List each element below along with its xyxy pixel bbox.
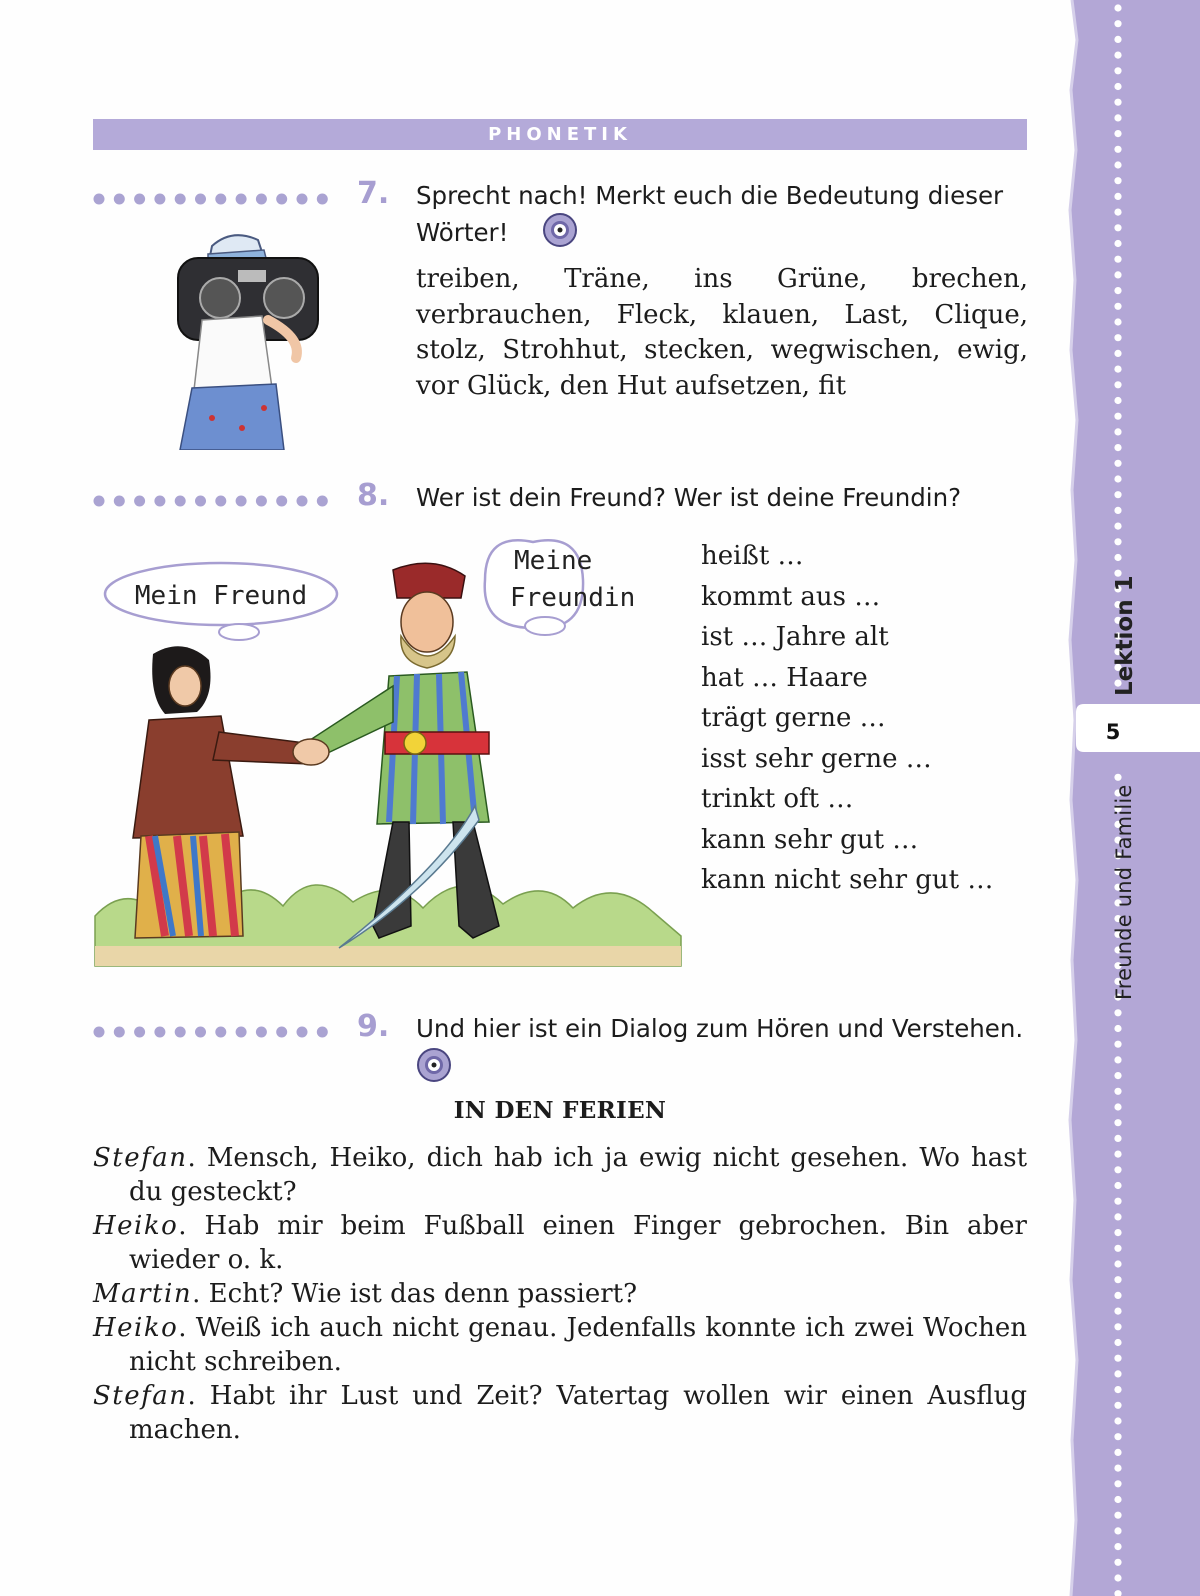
- phrase-item: heißt …: [701, 541, 804, 571]
- exercise-7-number: 7.: [357, 176, 390, 211]
- audio-cd-icon[interactable]: [416, 1047, 452, 1091]
- exercise-8-instruction: Wer ist dein Freund? Wer ist deine Freundin?: [416, 483, 962, 512]
- bubble-right-text-line1: Meine: [514, 546, 593, 576]
- dialog-line: Stefan. Mensch, Heiko, dich hab ich ja ewig nicht gesehen. Wo hast du gesteckt?: [93, 1143, 1028, 1207]
- dialog-text: Habt ihr Lust und Zeit? Vatertag wollen wir einen Ausflug machen.: [129, 1381, 1027, 1445]
- exercise-dots: [93, 192, 333, 206]
- dialog: [93, 1141, 1027, 1447]
- chapter-title: Freunde und Familie: [1112, 784, 1136, 1000]
- phrase-item: isst sehr gerne …: [701, 743, 932, 774]
- phrase-item: kann nicht sehr gut …: [701, 865, 994, 895]
- dialog-line: Martin. Echt? Wie ist das denn passiert?: [93, 1279, 638, 1309]
- phrase-item: trägt gerne …: [701, 703, 886, 733]
- dialog-text: Echt? Wie ist das denn passiert?: [208, 1279, 638, 1309]
- exercise-8-number: 8.: [357, 478, 390, 513]
- exercise-7-instruction-line1: Sprecht nach! Merkt euch die Bedeutung dieser: [416, 181, 1004, 210]
- bubble-left-text: Mein Freund: [134, 581, 308, 611]
- exercise-dots: [93, 494, 333, 508]
- exercise-7-instruction-line2-wrap: [416, 212, 1003, 256]
- phrase-item: ist … Jahre alt: [701, 622, 889, 652]
- dialog-speaker: Heiko: [93, 1211, 179, 1241]
- exercise-9-number: 9.: [357, 1009, 390, 1044]
- phrase-item: trinkt oft …: [701, 784, 854, 814]
- bubble-right-text-line2: Freundin: [510, 583, 636, 613]
- dialog-line: Heiko. Hab mir beim Fußball einen Finger gebrochen. Bin aber wieder o. k.: [93, 1211, 1027, 1275]
- page-number: 5: [1105, 720, 1121, 744]
- lesson-label: Lektion 1: [1112, 575, 1138, 696]
- girl-boombox-illustration: [172, 228, 330, 450]
- dialog-text: Mensch, Heiko, dich hab ich ja ewig nicht gesehen. Wo hast du gesteckt?: [129, 1143, 1028, 1207]
- dialog-title: IN DEN FERIEN: [453, 1097, 667, 1124]
- dialog-line: Heiko. Weiß ich auch nicht genau. Jedenfalls konnte ich zwei Wochen nicht schreiben.: [93, 1313, 1028, 1377]
- section-header-bar: [93, 119, 1027, 150]
- dialog-speaker: Stefan: [93, 1143, 188, 1173]
- exercise-7-words: treiben, Träne, ins Grüne, brechen, verbrauchen, Fleck, klauen, Last, Clique, stolz, Strohhut, stecken, wegwischen, ewig, vor Glück, den Hut aufsetzen, fit: [416, 264, 1028, 401]
- dialog-line: Stefan. Habt ihr Lust und Zeit? Vatertag wollen wir einen Ausflug machen.: [93, 1381, 1027, 1445]
- phrase-item: kommt aus …: [701, 581, 881, 612]
- phrase-item: kann sehr gut …: [701, 824, 919, 855]
- exercise-9-instruction-text: Und hier ist ein Dialog zum Hören und Verstehen.: [416, 1014, 1024, 1043]
- exercise-7-instruction: [416, 180, 1003, 256]
- dialog-text: Hab mir beim Fußball einen Finger gebrochen. Bin aber wieder o. k.: [129, 1211, 1027, 1275]
- dialog-text: Weiß ich auch nicht genau. Jedenfalls konnte ich zwei Wochen nicht schreiben.: [129, 1313, 1028, 1377]
- exercise-dots: [93, 1025, 333, 1039]
- section-header: PHONETIK: [488, 124, 632, 145]
- exercise-9-instruction: [416, 1013, 1023, 1091]
- handshake-illustration: [93, 536, 683, 968]
- exercise-8-phrases: [701, 536, 993, 901]
- dialog-speaker: Stefan: [93, 1381, 188, 1411]
- audio-cd-icon[interactable]: [542, 212, 578, 256]
- phrase-item: hat … Haare: [701, 662, 868, 693]
- dialog-speaker: Martin: [93, 1279, 193, 1309]
- dialog-speaker: Heiko: [93, 1313, 179, 1343]
- exercise-7-instruction-line2: Wörter!: [416, 218, 509, 247]
